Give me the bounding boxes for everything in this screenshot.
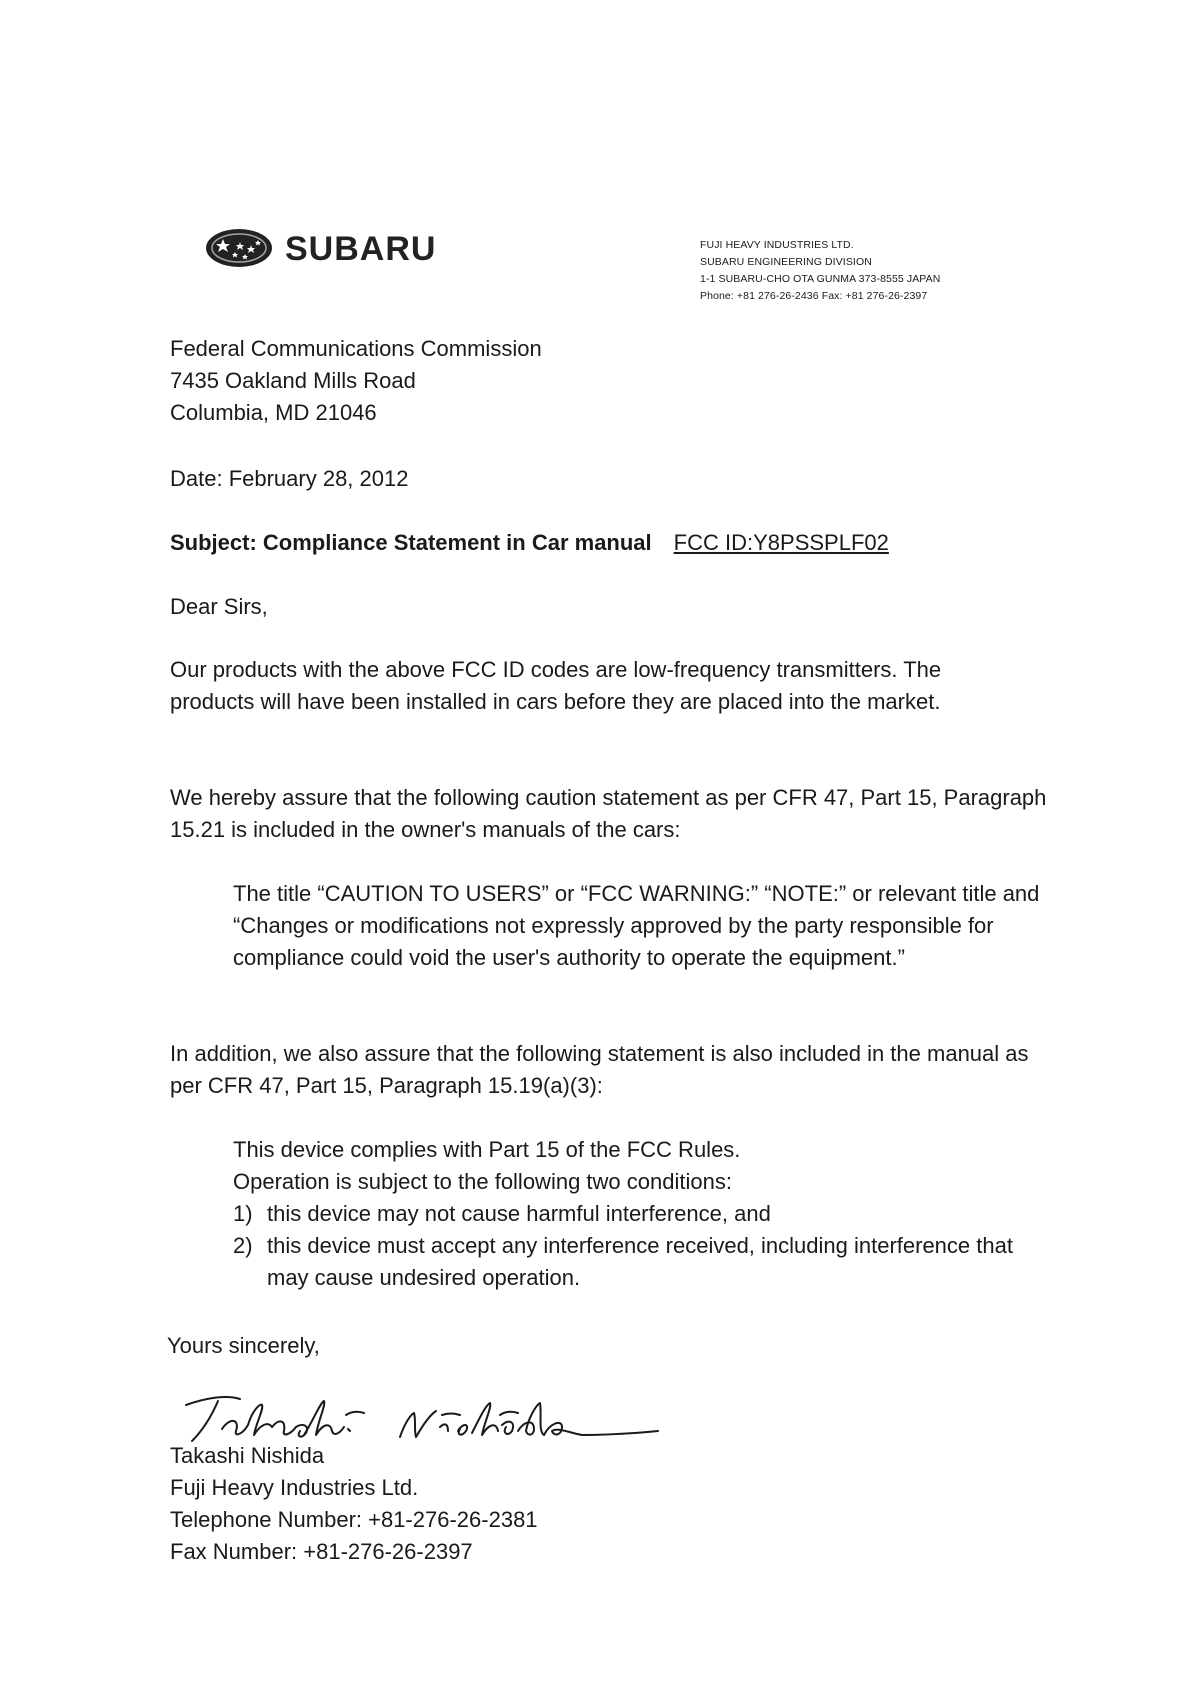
paragraph-intro: Our products with the above FCC ID codes are low-frequency transmitters. The products will have been installed in cars before they are placed into the market. — [170, 657, 942, 714]
paragraph-caution-assurance: We hereby assure that the following caution statement as per CFR 47, Part 15, Paragraph 15.21 is included in the owner's manuals of the cars: — [170, 785, 1047, 842]
subaru-emblem-icon — [205, 225, 485, 271]
signatory-block — [170, 1440, 538, 1568]
subject-line — [170, 527, 889, 559]
company-contact: Phone: +81 276-26-2436 Fax: +81 276-26-2397 — [700, 290, 928, 302]
signatory-fax: Fax Number: +81-276-26-2397 — [170, 1539, 473, 1564]
recipient-line: Columbia, MD 21046 — [170, 400, 377, 425]
caution-statement-quote: The title “CAUTION TO USERS” or “FCC WARNING:” “NOTE:” or relevant title and “Changes or modifications not expressly approved by the party responsible for compliance could void the user's authority to operate the equipment.” — [233, 881, 1040, 970]
signatory-name: Takashi Nishida — [170, 1443, 325, 1468]
signatory-telephone: Telephone Number: +81-276-26-2381 — [170, 1507, 538, 1532]
svg-text:SUBARU: SUBARU — [285, 230, 437, 268]
subaru-logo — [205, 225, 485, 271]
fcc-id: FCC ID:Y8PSSPLF02 — [673, 530, 889, 555]
recipient-line: Federal Communications Commission — [170, 336, 542, 361]
signatory-company: Fuji Heavy Industries Ltd. — [170, 1475, 419, 1500]
compliance-line: Operation is subject to the following two conditions: — [233, 1169, 732, 1194]
condition-number: 1) — [233, 1201, 253, 1226]
recipient-address — [170, 333, 542, 429]
condition-item — [233, 1198, 1033, 1230]
condition-item — [233, 1230, 1033, 1294]
compliance-line: This device complies with Part 15 of the FCC Rules. — [233, 1137, 741, 1162]
company-name: FUJI HEAVY INDUSTRIES LTD. — [700, 239, 854, 251]
letter-date: Date: February 28, 2012 — [170, 466, 409, 491]
recipient-line: 7435 Oakland Mills Road — [170, 368, 416, 393]
compliance-statement-quote — [233, 1134, 1033, 1294]
closing: Yours sincerely, — [167, 1333, 320, 1358]
paragraph-additional-assurance: In addition, we also assure that the following statement is also included in the manual as per CFR 47, Part 15, Paragraph 15.19(a)(3): — [170, 1041, 1029, 1098]
condition-number: 2) — [233, 1233, 253, 1258]
company-division: SUBARU ENGINEERING DIVISION — [700, 256, 872, 268]
subject-label: Subject: Compliance Statement in Car manual — [170, 530, 652, 555]
condition-text: this device must accept any interference received, including interference that may cause undesired operation. — [267, 1233, 1013, 1290]
company-letterhead — [700, 237, 940, 305]
salutation: Dear Sirs, — [170, 594, 268, 619]
company-address: 1-1 SUBARU-CHO OTA GUNMA 373-8555 JAPAN — [700, 273, 941, 285]
condition-text: this device may not cause harmful interference, and — [267, 1201, 771, 1226]
